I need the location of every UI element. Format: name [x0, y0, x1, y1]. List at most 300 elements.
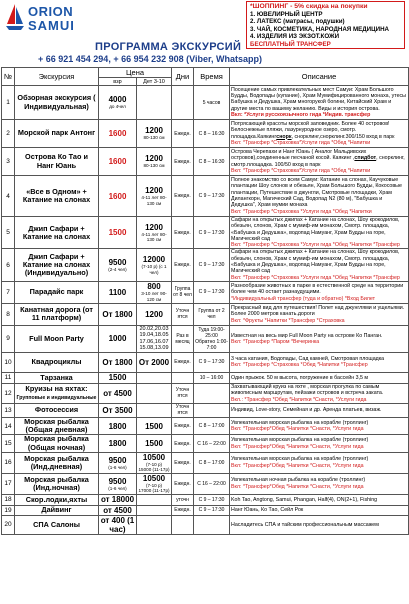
row-number: [2, 325, 15, 352]
tour-name-text: Дайвинг: [41, 505, 72, 515]
days: [172, 494, 194, 505]
description-text: Один прыжок. 50 м высота, погружение в бассейн 3,5 м: [231, 374, 369, 381]
price-child-note: 80-130 см: [143, 135, 165, 141]
table-row: [2, 217, 409, 249]
price-child: [137, 352, 172, 372]
description-text: Сафари на открытых джипах + Катание на слонах, Шоу крокодилов, обезьян, слонов, Храм с мумиф-им монахом, Смотр. площадка, «Бабушка и Дедушка», водопад Намуанг, Храм Будды на горе, Магический сад: [231, 249, 400, 275]
time: [194, 120, 230, 148]
price-adult-value: 1600: [108, 129, 127, 138]
time: [194, 148, 230, 176]
description-text: Увлекательная морская рыбалка на корабле (троллинг): [231, 456, 369, 463]
tour-name-sub: Групповые и индивидуальные: [16, 394, 97, 401]
description-text: Посещение самых привлекательных мест Самуи: Храм Большого Будды, Водопады (купание), Храм Мумифицированного монаха, утесы Бабушка и Дедушка, Храм многорукой богини, Китайский Храм и другие места по вашему желанию. Виды и история острова.: [231, 86, 406, 112]
excursions-table: [1, 67, 409, 535]
days: [172, 325, 194, 352]
days-text: Ежедн.: [174, 480, 191, 487]
time: [194, 217, 230, 249]
phone-numbers: + 66 921 454 294, + 66 954 232 908 (Viber, Whatsapp): [38, 54, 262, 64]
price-child-value: 800: [147, 282, 161, 292]
price-adult-note: до 4чел: [109, 104, 126, 110]
price-child: [137, 435, 172, 452]
tour-name-text: Тарзанка: [40, 372, 73, 382]
price-child-note: 80-130 см: [143, 163, 165, 169]
tour-name-text: «Все в Одном» + Катание на слонах: [22, 186, 91, 204]
promo-item: 2. ЛАТЕКС (матрасы, подушки): [250, 18, 345, 26]
table-row: [2, 148, 409, 176]
row-number-text: 17: [4, 480, 12, 488]
tour-name: [15, 249, 99, 281]
table-row: [2, 86, 409, 120]
price-child: [137, 505, 172, 515]
time-text: С 8 – 17:00: [198, 423, 225, 430]
description: [230, 120, 409, 148]
table-row: [2, 505, 409, 515]
time: [194, 249, 230, 281]
time-text: С 8 – 16:30: [198, 130, 225, 137]
tour-name-text: Фотосессия: [34, 405, 79, 415]
price-adult: [99, 120, 137, 148]
promo-item: 4. ИЗДЕЛИЯ ИЗ ЭКЗОТ.КОЖИ: [250, 33, 340, 41]
price-child: [137, 473, 172, 494]
row-number: [2, 372, 15, 383]
price-child-note: 4-11 лет 80-130 см: [141, 195, 167, 206]
days-text: Ежедн.: [174, 359, 191, 366]
price-adult-value: 9500: [108, 476, 127, 486]
time-text: С 8 – 16:30: [198, 158, 225, 165]
tour-name-text: Full Moon Party: [29, 333, 84, 343]
description: [230, 494, 409, 505]
price-adult-value: 1500: [108, 228, 127, 238]
time: [194, 372, 230, 383]
price-child-value: 10500: [142, 473, 166, 483]
tour-name: [15, 403, 99, 417]
tour-name-text: Острова Ко Тао и Нанг Юань: [25, 152, 88, 170]
table-row: [2, 435, 409, 452]
price-child-note: (7-10 р) (с 1 чел): [141, 264, 167, 275]
includes: Вкл: *Трансфер *Страховка *Услуги гида *Обед *Напитки *Трансфер: [231, 274, 400, 281]
includes: Вкл: *Трансфер*Обед *Напитки *Снасти, *Услуги гида: [231, 483, 364, 490]
time: [194, 515, 230, 534]
includes: Вкл: *Трансфер *Страховка*Услуги гида *Обед *Напитки: [231, 167, 371, 174]
tour-name-text: Парадайс парк: [29, 287, 84, 297]
days-text: Ежедн.: [174, 440, 191, 447]
time: [194, 435, 230, 452]
tour-name: [15, 435, 99, 452]
table-row: [2, 473, 409, 494]
description: [230, 176, 409, 217]
price-child-value: 1200: [145, 222, 163, 232]
price-adult: [99, 303, 137, 325]
tour-name: [15, 383, 99, 403]
table-row: [2, 372, 409, 383]
tour-name-text: Канатная дорога (от 11 платформ): [20, 305, 93, 323]
description: [230, 403, 409, 417]
time-text: Группа от 2 чел: [198, 308, 225, 321]
table-row: [2, 494, 409, 505]
time-text: С 9 – 17:30: [198, 507, 225, 514]
price-child: [137, 148, 172, 176]
price-adult-value: От 3500: [102, 405, 133, 415]
days-text: уточн: [176, 496, 189, 503]
table-row: [2, 325, 409, 352]
price-adult: [99, 249, 137, 281]
tour-name-text: Морская рыбалка (Общая ночная): [24, 434, 89, 452]
table-row: [2, 249, 409, 281]
price-adult-value: От 1800: [102, 309, 133, 319]
price-adult-value: 1500: [108, 373, 127, 383]
price-adult: [99, 352, 137, 372]
price-child: [137, 494, 172, 505]
description-text: Увлекательная морская рыбалка на корабле (троллинг): [231, 437, 369, 444]
promo-title: *ШОППИНГ - 5% скидка на покупки: [250, 3, 368, 10]
tour-name-text: Морской парк Антонг: [17, 128, 96, 138]
tour-name: [15, 473, 99, 494]
includes: Вкл: *Трансфер*Обед *Напитки *Снасти, *Услуги гида: [231, 443, 364, 450]
days: [172, 505, 194, 515]
price-child-note: 4-11 лет 80-130 см: [141, 231, 167, 243]
price-adult-value: От 1800: [102, 357, 133, 367]
time: [194, 86, 230, 120]
price-adult-value: 9500: [108, 455, 127, 465]
price-adult-value: от 400 (1 час): [100, 515, 135, 534]
price-adult: [99, 505, 137, 515]
days: [172, 217, 194, 249]
description: [230, 473, 409, 494]
price-adult-note: (1-6 чел): [108, 464, 127, 470]
price-adult: [99, 372, 137, 383]
includes: Вкл: *Трансфер *Паром *Вечеринка: [231, 338, 320, 345]
row-number-text: 18: [4, 496, 12, 504]
days-text: Группа от 8 чел: [173, 286, 192, 299]
price-child: [137, 217, 172, 249]
time-text: Туда 19:00-25:00 Обратно 1:00-7:00: [195, 326, 228, 351]
time-text: С 16 – 22:00: [197, 480, 226, 487]
price-adult: [99, 383, 137, 403]
time-text: С 9 – 17:30: [198, 262, 225, 269]
price-adult: [99, 148, 137, 176]
price-adult: [99, 473, 137, 494]
tour-name-text: СПА Салоны: [33, 519, 80, 529]
header-desc: Описание: [230, 68, 409, 86]
time: [194, 473, 230, 494]
price-adult: [99, 403, 137, 417]
price-extra: 17000 (11-17р): [138, 488, 170, 494]
days-text: Ежедн.: [174, 423, 191, 430]
table-row: [2, 403, 409, 417]
logo-line1: ORION: [28, 4, 74, 19]
price-adult-value: 1000: [108, 334, 127, 344]
includes: Вкл.: *Трансфер *Обед *Напитки *Снасти, *Услуги гида: [231, 396, 367, 403]
description: [230, 452, 409, 473]
price-adult: [99, 325, 137, 352]
days: [172, 372, 194, 383]
header-child: Дет 3-10: [137, 78, 172, 86]
days: [172, 452, 194, 473]
row-number-text: 10: [4, 358, 12, 366]
description: [230, 352, 409, 372]
includes: Вкл: *Трансфер *Страховка *Услуги гида *Обед *Напитки *Трансфер: [231, 242, 400, 249]
days: [172, 303, 194, 325]
row-number-text: 2: [6, 130, 10, 137]
description-text: Индивид, Love-story, Семейная и др. Аренда платьев, визаж.: [231, 407, 382, 414]
price-child: [137, 403, 172, 417]
price-adult-value: 1800: [108, 439, 127, 449]
days: [172, 515, 194, 534]
tour-name-text: Джип Сафари + Катание на слонах: [22, 223, 91, 241]
price-child-value: 1200: [145, 309, 163, 319]
description-text: Нанг Юань, Ко Тао, Сейл Рок: [231, 507, 304, 514]
days-text: Ежедн.: [174, 229, 191, 236]
page-title: ПРОГРАММА ЭКСКУРСИЙ: [95, 41, 242, 53]
row-number-text: 15: [4, 440, 12, 448]
tour-name: [15, 417, 99, 434]
table-row: [2, 417, 409, 434]
price-child-note: (7-10 р): [145, 482, 163, 488]
row-number: [2, 120, 15, 148]
includes: Вкл: *Фрукты *Напитки *Трансфер *Страховка: [231, 317, 345, 324]
includes: Вкл: *Услуги русскоязычного гида *Индив. трансфер: [231, 111, 371, 118]
price-child-value: 1500: [145, 439, 163, 449]
row-number-text: 4: [6, 192, 10, 200]
price-child: [137, 303, 172, 325]
price-extra: 15000 (11-17р): [138, 467, 170, 473]
row-number: [2, 515, 15, 534]
price-child-value: 1200: [145, 154, 163, 164]
header-tour: Экскурсия: [15, 68, 99, 86]
price-adult: [99, 494, 137, 505]
days-text: Уточн ятся: [175, 308, 190, 321]
table-row: [2, 281, 409, 303]
description: [230, 86, 409, 120]
logo: [4, 2, 75, 42]
tour-name: [15, 505, 99, 515]
time-text: С 9 – 17:30: [198, 496, 225, 503]
description-text: Острова Черепахи и Нанг Юань ( Аналог Мальдивских островов),соединенные песчаной косой. Каякинг ,: [231, 148, 367, 162]
days: [172, 249, 194, 281]
days: [172, 417, 194, 434]
includes: Вкл: *Трансфер *Страховка *Обед *Напитки *Трансфер: [231, 362, 368, 369]
row-number-text: 9: [6, 335, 10, 343]
table-row: [2, 176, 409, 217]
tour-name: [15, 148, 99, 176]
days-text: Уточн ятся: [175, 404, 190, 417]
row-number: [2, 281, 15, 303]
row-number: [2, 452, 15, 473]
description: [230, 435, 409, 452]
description: [230, 372, 409, 383]
tour-name: [15, 494, 99, 505]
description-text: Насладитесь СПА и тайским профессиональным массажем: [231, 521, 379, 528]
price-child-value: От 2000: [138, 357, 170, 367]
description-highlight: спидбот: [354, 155, 377, 162]
price-adult-value: 9500: [108, 257, 127, 267]
description-text: Koh Tao, Angtong, Samui, Phangan, Half(4), ON(2+1), Fishing: [231, 496, 378, 503]
row-number-text: 11: [4, 374, 12, 382]
header-adult: взр: [99, 78, 137, 86]
tour-name: [15, 303, 99, 325]
price-adult-value: 1600: [108, 191, 127, 201]
days: [172, 473, 194, 494]
row-number-text: 20: [4, 521, 12, 529]
tour-name-text: Морская рыбалка (Общая дневная): [24, 417, 89, 435]
promo-item: 3. ЧАЙ, КОСМЕТИКА, НАРОДНАЯ МЕДИЦИНА: [250, 25, 390, 33]
price-child: [137, 86, 172, 120]
tour-name-text: Квадроциклы: [31, 357, 82, 367]
description-text: Известная на весь мир Full Moon Party на острове Ко Панган.: [231, 332, 383, 339]
price-adult-value: от 18000: [100, 495, 135, 505]
description-text: Прекрасный вид для путешествия! Полет над джунглями и ущельями. Более 2000 метров канать.дороги: [231, 305, 405, 318]
price-adult-value: 4000: [108, 95, 127, 105]
time-text: С 16 – 22:00: [197, 440, 226, 447]
includes: Вкл: *Трансфер*Обед *Напитки *Снасти, *Услуги гида: [231, 426, 364, 433]
description: [230, 249, 409, 281]
includes: Вкл: *Трансфер *Страховка*Услуги гида *Обед *Напитки: [231, 139, 371, 146]
time: [194, 281, 230, 303]
row-number: [2, 249, 15, 281]
description-text: 3 часа катания, Водопады, Сад камней, Смотровая площадка: [231, 356, 385, 363]
price-adult: [99, 452, 137, 473]
table-row: [2, 452, 409, 473]
price-child: [137, 515, 172, 534]
time: [194, 494, 230, 505]
table-row: [2, 120, 409, 148]
row-number-text: 14: [4, 422, 12, 430]
tour-name: [15, 372, 99, 383]
price-child-value: 10500: [142, 452, 166, 462]
days-text: Ежедн.: [174, 262, 191, 269]
row-number-text: 1: [6, 99, 10, 106]
price-adult: [99, 417, 137, 434]
price-child: [137, 249, 172, 281]
price-adult-value: 1800: [108, 421, 127, 431]
description: [230, 281, 409, 303]
table-row: [2, 352, 409, 372]
price-adult-value: от 4500: [103, 505, 132, 515]
header-time: Время: [194, 68, 230, 86]
row-number-text: 13: [4, 406, 12, 414]
description-tail: , снорклинг,снорклинг.300/150 вход в парк: [291, 133, 395, 140]
row-number: [2, 352, 15, 372]
tour-name: [15, 281, 99, 303]
logo-line2: SAMUI: [28, 18, 75, 33]
tour-name: [15, 452, 99, 473]
days-text: Ежедн.: [174, 507, 191, 514]
days: [172, 148, 194, 176]
tour-name-text: Скор.лодки,яхты: [25, 494, 88, 504]
time: [194, 325, 230, 352]
tour-name-text: Джип Сафари + Катание на слонах (Индивидуально): [22, 251, 91, 278]
time: [194, 176, 230, 217]
price-child-value: 12000: [142, 255, 166, 265]
price-adult: [99, 217, 137, 249]
days-text: Ежедн.: [174, 158, 191, 165]
row-number: [2, 494, 15, 505]
days: [172, 352, 194, 372]
table-row: [2, 515, 409, 534]
row-number-text: 7: [6, 288, 10, 296]
description-text: Потрясающей красоты морской заповедник. Более 40 островов! Белоснежные пляжи, лазурнуродное озеро, смотр. площадка.Каякинг: [231, 120, 390, 140]
price-child-value: 1200: [145, 186, 163, 195]
tour-name-text: Морская рыбалка (Инд.ночная): [24, 474, 89, 492]
description: [230, 303, 409, 325]
price-adult-note: (2-4 чел): [108, 266, 127, 272]
days: [172, 403, 194, 417]
description: [230, 217, 409, 249]
days-text: Уточн ятся: [175, 387, 190, 400]
days: [172, 435, 194, 452]
time-text: С 9 – 17:30: [198, 229, 225, 236]
row-number: [2, 217, 15, 249]
description: [230, 515, 409, 534]
tour-name-text: Морская рыбалка (Инд.дневная): [24, 453, 89, 471]
row-number-text: 12: [4, 389, 12, 397]
row-number: [2, 505, 15, 515]
price-child-value: 1200: [145, 126, 163, 136]
tour-name: [15, 352, 99, 372]
price-adult: [99, 176, 137, 217]
header: [0, 0, 409, 66]
description-text: Увлекательная морская рыбалка на корабле (троллинг): [231, 419, 369, 426]
sailboat-icon: [4, 2, 26, 32]
tour-name: [15, 217, 99, 249]
row-number: [2, 303, 15, 325]
time-text: С 9 – 17:30: [198, 359, 225, 366]
includes: *Индивидуальный трансфер (туда и обратно) *Вход Билет: [231, 295, 376, 302]
price-child: [137, 176, 172, 217]
row-number: [2, 403, 15, 417]
description: [230, 383, 409, 403]
price-child: [137, 325, 172, 352]
row-number-text: 8: [6, 310, 10, 318]
row-number-text: 3: [6, 158, 10, 165]
row-number-text: 5: [6, 229, 10, 237]
description-text: Захватывающий круиз на яхте , морская прогулка по самым живописным маршрутам, пейзажи островов и встреча заката.: [231, 384, 384, 397]
row-number: [2, 435, 15, 452]
description-text: Сафари на открытых джипах + Катание на слонах, Шоу крокодилов, обезьян, слонов, Храм с мумиф-им монахом, Смотр. площадка, «Бабушка и Дедушка», водопад Намуанг, Храм Будды на горе, Магический сад: [231, 217, 400, 242]
tour-name: [15, 176, 99, 217]
time: [194, 383, 230, 403]
row-number-text: 19: [4, 506, 12, 514]
header-num: №: [2, 68, 15, 86]
row-number: [2, 148, 15, 176]
price-adult-note: (1-6 чел): [108, 485, 127, 491]
tour-name: [15, 86, 99, 120]
days-text: Ежедн.: [174, 130, 191, 137]
tour-name: [15, 515, 99, 534]
time: [194, 505, 230, 515]
days-text: Раз в месяц: [175, 332, 190, 345]
days-text: Ежедн.: [174, 193, 191, 199]
time-text: С 9 – 17:30: [198, 193, 225, 199]
row-number: [2, 86, 15, 120]
row-number: [2, 383, 15, 403]
days: [172, 383, 194, 403]
header-days: Дни: [172, 68, 194, 86]
promo-footer: БЕСПЛАТНЫЙ ТРАНСФЕР: [250, 40, 331, 48]
includes: Вкл: *Трансфер*Обед *Напитки *Снасти, *Услуги гида: [231, 462, 364, 469]
price-child: [137, 383, 172, 403]
price-adult: [99, 435, 137, 452]
price-child: [137, 452, 172, 473]
promo-box: [246, 1, 405, 49]
description-highlight: снорк: [276, 133, 292, 140]
description: [230, 148, 409, 176]
price-child-value: 1500: [145, 421, 163, 431]
price-child-note: 3-10 лет 90-120 см: [141, 291, 167, 302]
description-text: Разнообразие животных в парке в естественной среде на территории более чем 40 остает разнаудущими.: [231, 283, 404, 296]
days: [172, 120, 194, 148]
description: [230, 417, 409, 434]
